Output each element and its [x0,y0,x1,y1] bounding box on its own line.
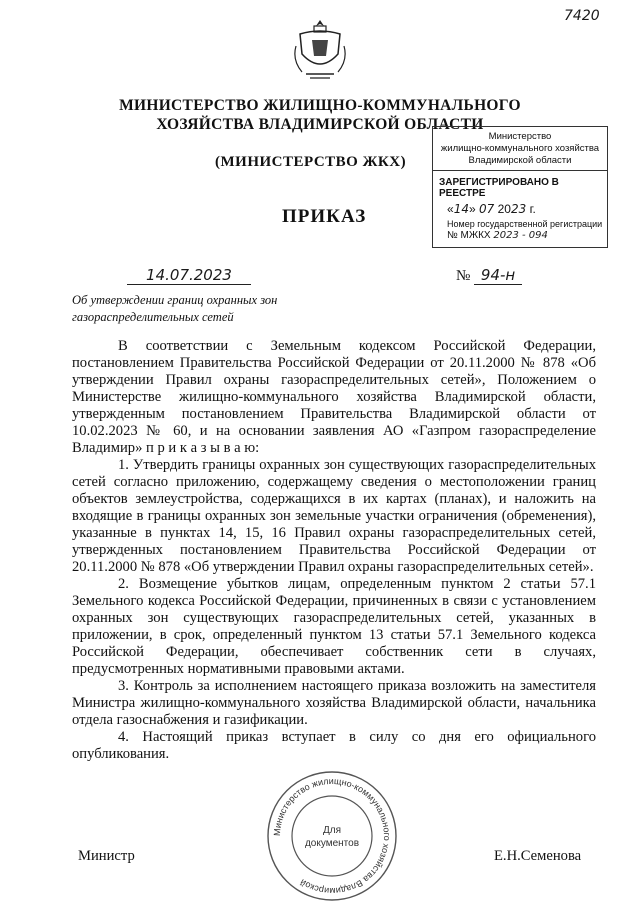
signer-name: Е.Н.Семенова [494,848,582,864]
stamp-date-g: г. [529,202,536,216]
order-number [456,266,536,285]
ministry-name-line2: ХОЗЯЙСТВА ВЛАДИМИРСКОЙ ОБЛАСТИ [156,116,484,133]
round-seal-ring-text: Министерство жилищно-коммунального хозяйства Владимирской [271,775,393,897]
registration-stamp [432,126,608,248]
order-subject [72,292,312,326]
stamp-registered: ЗАРЕГИСТРИРОВАНО В РЕЕСТРЕ [439,177,559,199]
order-number-sign: № [456,268,471,284]
stamp-date: «14» 07 2023 г. [447,202,536,216]
ministry-abbreviation: (МИНИСТЕРСТВО ЖКХ) [215,154,407,170]
order-body [72,338,596,763]
coat-of-arms-icon [292,16,348,87]
stamp-date-year-suffix: 23 [510,202,527,216]
signer-title: Министр [78,848,135,864]
stamp-number [433,229,607,241]
ministry-name-line1: МИНИСТЕРСТВО ЖИЛИЩНО-КОММУНАЛЬНОГО [119,97,521,114]
stamp-line-region: Владимирской области [468,155,572,166]
stamp-line-ministry: Министерство [488,131,552,142]
stamp-date-month: 07 [478,202,495,216]
order-date: 14.07.2023 [127,266,251,285]
stamp-number-label: Номер государственной регистрации [447,219,603,229]
round-seal [264,768,400,909]
item-1-paragraph: 1. Утвердить границы охранных зон существующих газораспределительных сетей согласно приложению, содержащему сведения о местоположении границ объектов землеустройства, содержащихся в их картах (планах), и наложить на входящие в границы охранных зон земельные участки ограничения (обременения), указанные в пунктах 14, 15, 16 Правил охраны газораспределительных сетей, утвержденных постановлением Правительства Российской Федерации от 20.11.2000 № 878 «Об утверждении Правил охраны газораспределительных сетей». [72,457,596,575]
order-subject-line1: Об утверждении границ охранных зон [72,293,278,307]
order-subject-line2: газораспределительных сетей [72,310,234,324]
stamp-number-value: 2023 - 094 [493,230,548,241]
corner-note: 7420 [564,8,600,24]
stamp-line-housing: жилищно-коммунального хозяйства [440,143,600,154]
item-2-paragraph: 2. Возмещение убытков лицам, определенным пунктом 2 статьи 57.1 Земельного кодекса Российской Федерации, причиненных в связи с установлением охранных зон существующих газораспределительных сетей, указанных в приложении, в срок, определенный пунктом 13 статьи 57.1 Земельного кодекса Российской Федерации, обеспечивает собственник сети в случаях, предусмотренных нормативными правовыми актами. [72,576,596,677]
item-3-paragraph: 3. Контроль за исполнением настоящего приказа возложить на заместителя Министра жилищно-коммунального хозяйства Владимирской области, начальника отдела газоснабжения и газификации. [72,678,596,728]
round-seal-center-line2: документов [304,838,360,849]
round-seal-center-line1: Для [322,825,342,836]
document-type: ПРИКАЗ [282,206,367,227]
preamble-paragraph: В соответствии с Земельным кодексом Российской Федерации, постановлением Правительства Российской Федерации от 20.11.2000 № 878 «Об утверждении Правил охраны газораспределительных сетей», Положением о Министерстве жилищно-коммунального хозяйства Владимирской области, утвержденным постановлением Правительства Владимирской области от 10.02.2023 № 60, и на основании заявления АО «Газпром газораспределение Владимир» п р и к а з ы в а ю: [72,338,596,456]
stamp-date-day: 14 [453,202,469,216]
order-number-value: 94-н [474,266,522,285]
stamp-number-prefix: № МЖКХ [447,230,491,241]
item-4-paragraph: 4. Настоящий приказ вступает в силу со дня его официального опубликования. [72,729,596,762]
stamp-header [433,127,607,171]
stamp-date-year-prefix: 20 [497,202,511,216]
